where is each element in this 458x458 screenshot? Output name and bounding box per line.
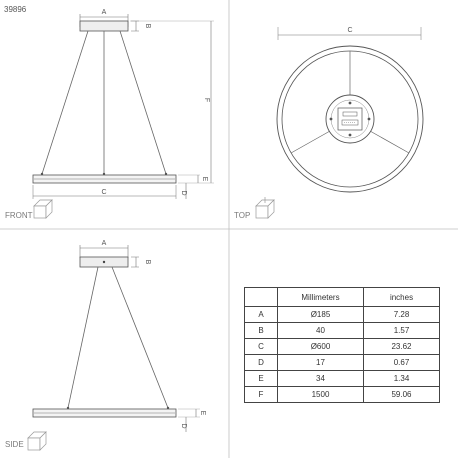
table-row xyxy=(245,323,440,339)
row-millimeters: 1500 xyxy=(278,387,364,403)
row-key: B xyxy=(245,323,278,339)
row-inches: 7.28 xyxy=(364,307,440,323)
row-inches: 59.06 xyxy=(364,387,440,403)
header-key xyxy=(245,288,278,307)
row-millimeters: 40 xyxy=(278,323,364,339)
top-dim-c-label: C xyxy=(347,27,353,34)
row-millimeters: Ø600 xyxy=(278,339,364,355)
top-spoke-right xyxy=(370,131,409,153)
product-code: 39896 xyxy=(4,5,27,14)
front-view xyxy=(5,9,214,220)
row-key: D xyxy=(245,355,278,371)
front-cable-left xyxy=(42,31,88,174)
row-key: A xyxy=(245,307,278,323)
side-dim-b-label: B xyxy=(144,259,151,265)
table-row xyxy=(245,339,440,355)
front-dim-e-label: E xyxy=(201,176,208,182)
table-row xyxy=(245,371,440,387)
table-row xyxy=(245,355,440,371)
row-key: F xyxy=(245,387,278,403)
top-mounting-plate xyxy=(338,108,362,130)
side-dim-e-label: E xyxy=(199,410,206,416)
front-view-label: FRONT xyxy=(5,211,33,220)
top-view-label: TOP xyxy=(234,211,251,220)
table-row xyxy=(245,307,440,323)
side-cable-right xyxy=(112,267,168,408)
side-view xyxy=(5,240,206,450)
table-row xyxy=(245,387,440,403)
row-millimeters: 17 xyxy=(278,355,364,371)
front-dim-f-label: F xyxy=(203,97,210,103)
row-key: C xyxy=(245,339,278,355)
row-inches: 1.34 xyxy=(364,371,440,387)
row-key: E xyxy=(245,371,278,387)
row-millimeters: 34 xyxy=(278,371,364,387)
side-view-label: SIDE xyxy=(5,440,24,449)
row-inches: 0.67 xyxy=(364,355,440,371)
front-canopy xyxy=(80,21,128,31)
top-spoke-left xyxy=(291,131,330,153)
side-view-cube-icon xyxy=(28,432,46,450)
row-inches: 23.62 xyxy=(364,339,440,355)
top-view xyxy=(234,27,423,220)
front-view-cube-icon xyxy=(34,200,52,218)
table-header-row xyxy=(245,288,440,307)
front-cable-right xyxy=(120,31,166,174)
front-dim-c-label: C xyxy=(101,189,107,196)
front-dim-d-label: D xyxy=(180,190,187,196)
header-millimeters: Millimeters xyxy=(278,288,364,307)
front-dim-a-label: A xyxy=(101,9,107,16)
top-view-cube-icon xyxy=(256,197,274,218)
row-millimeters: Ø185 xyxy=(278,307,364,323)
side-cable-left xyxy=(68,267,98,408)
side-dim-a-label: A xyxy=(101,240,107,247)
side-dim-d-label: D xyxy=(180,423,187,429)
dimensions-table xyxy=(244,287,440,403)
header-inches: inches xyxy=(364,288,440,307)
row-inches: 1.57 xyxy=(364,323,440,339)
front-dim-b-label: B xyxy=(144,23,151,29)
